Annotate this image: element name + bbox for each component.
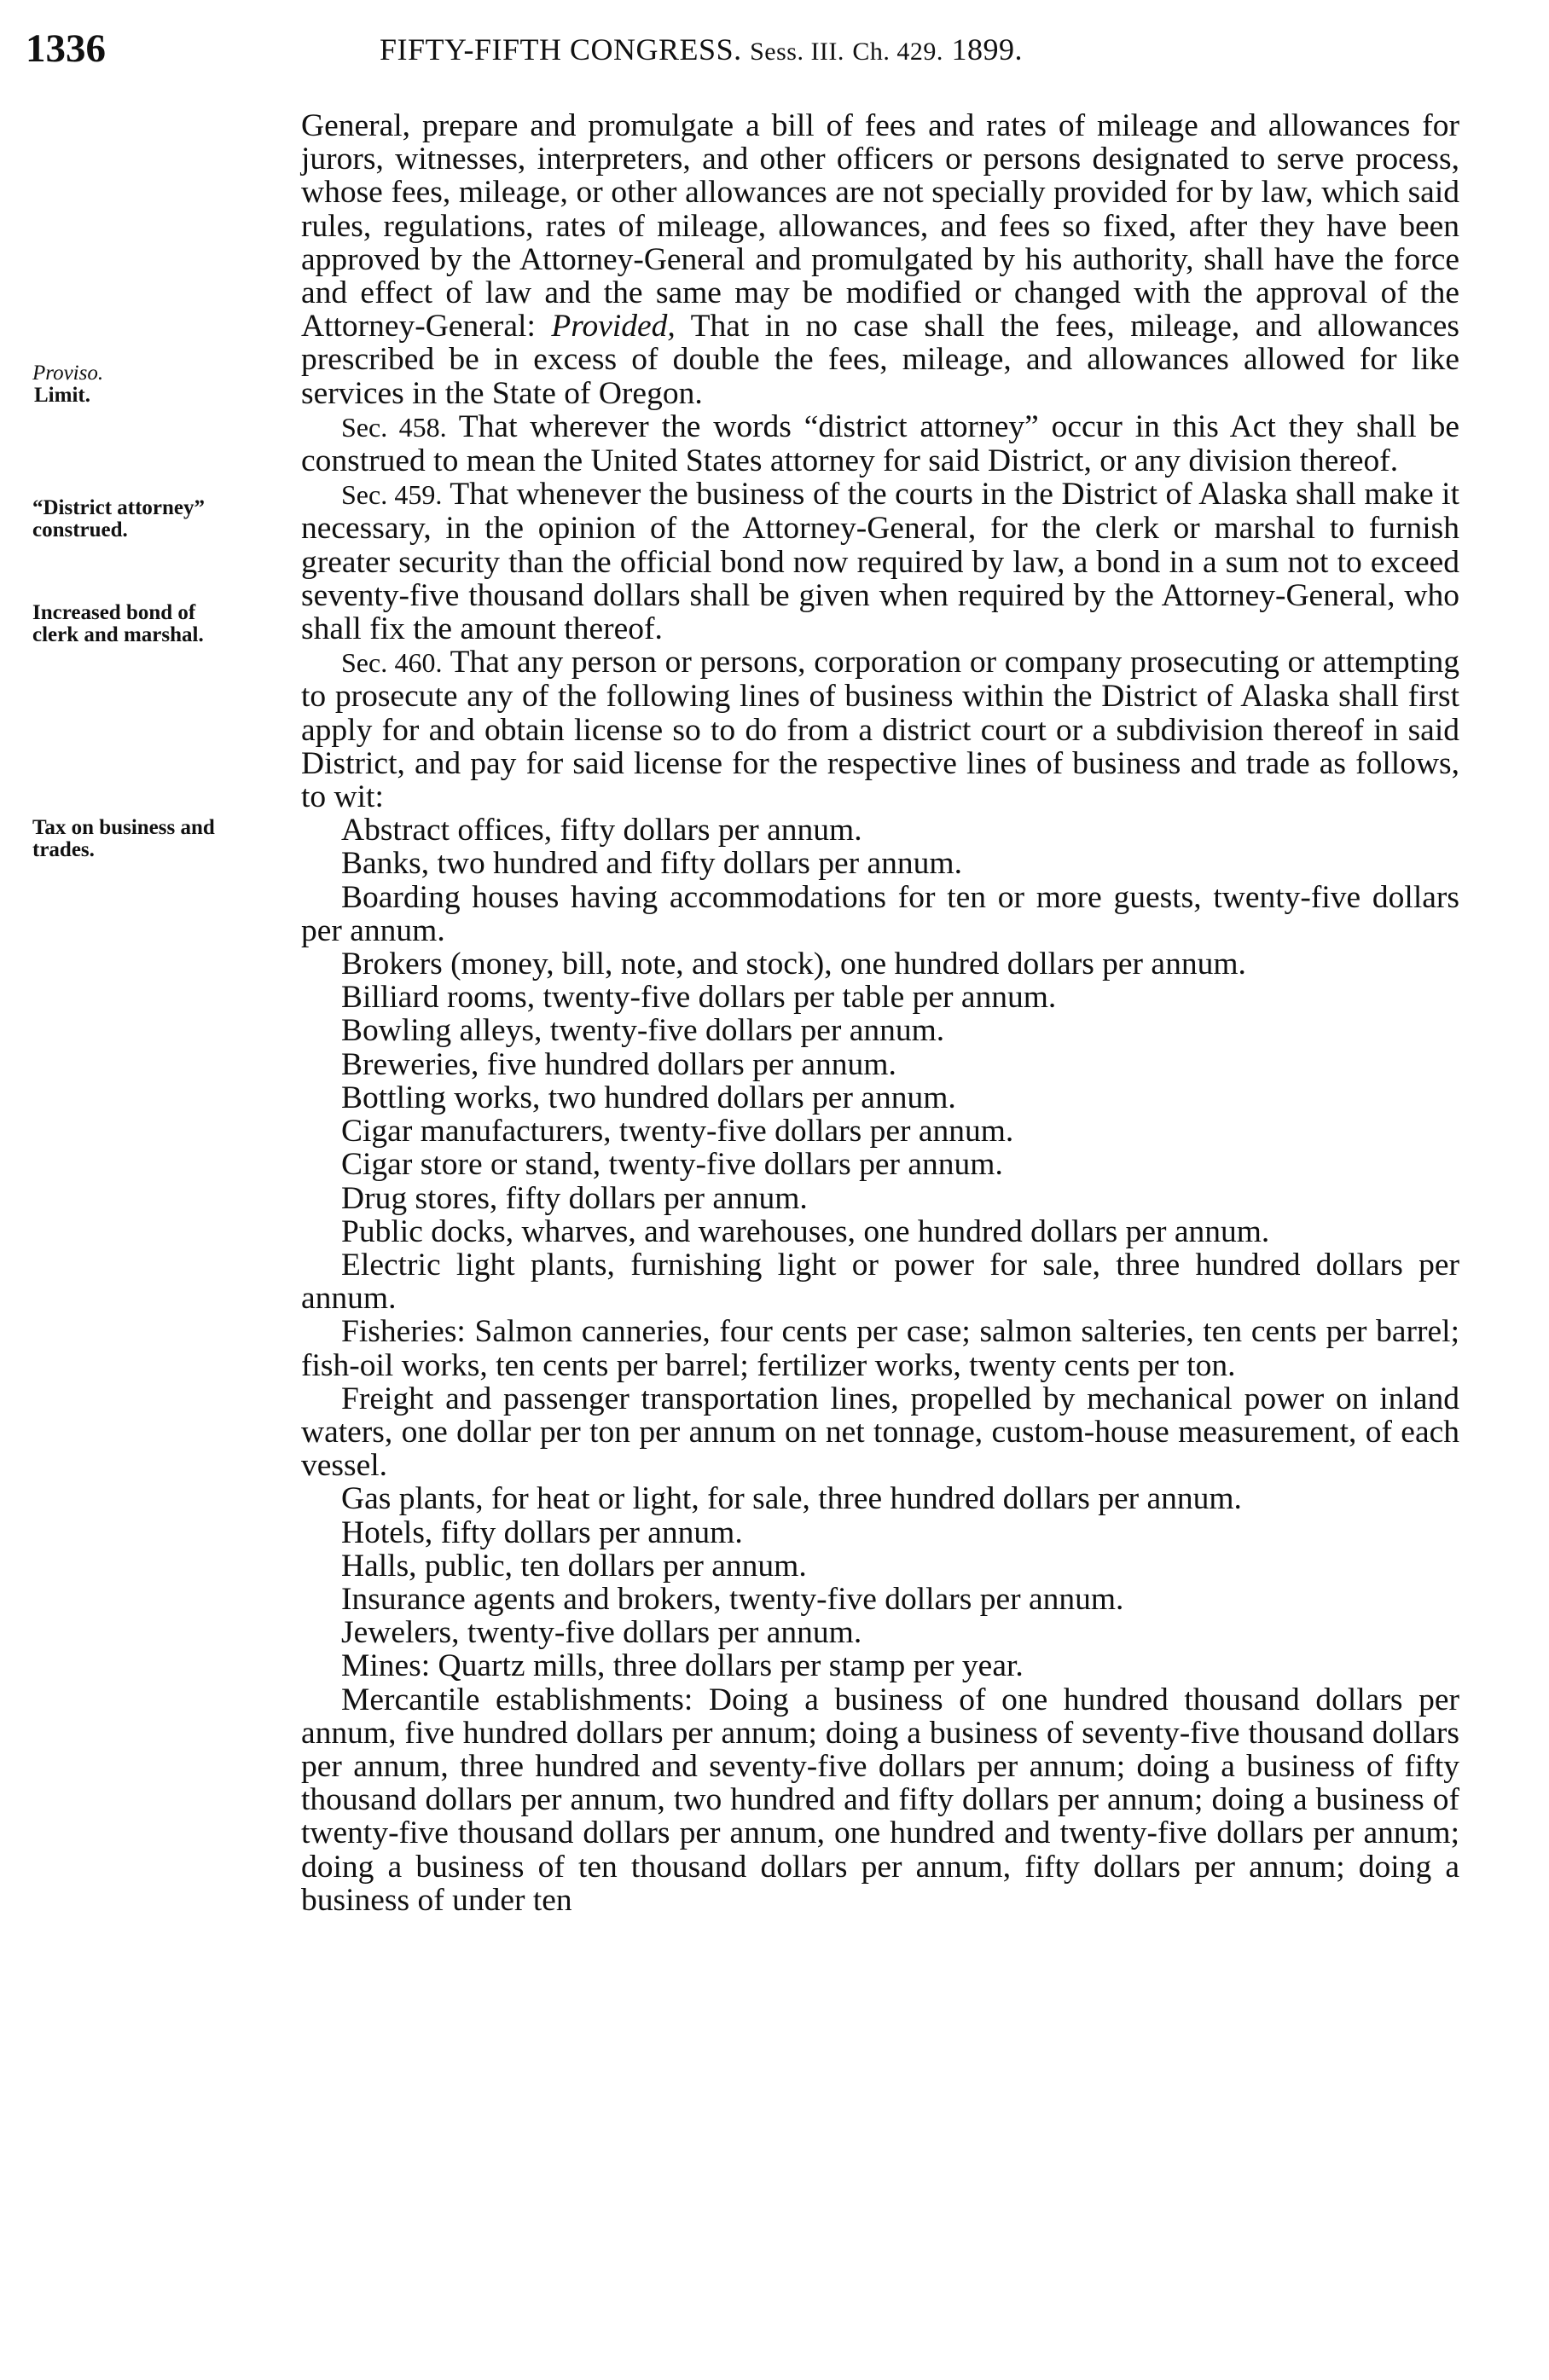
list-item: Gas plants, for heat or light, for sale, three hundred dollars per annum.	[341, 1481, 1242, 1517]
list-item: Drug stores, fifty dollars per annum.	[341, 1180, 808, 1216]
list-item: Electric light plants, furnishing light or power for sale, three hundred dollars per annum.	[301, 1247, 1459, 1317]
provided-label: Provided,	[551, 309, 676, 345]
list-item: Cigar store or stand, twenty-five dollars per annum.	[341, 1147, 1003, 1183]
margin-note-limit: Limit.	[34, 384, 90, 407]
paragraph-fees-rules	[301, 109, 1459, 410]
margin-note-tax-line1: Tax on business and	[32, 816, 215, 839]
list-item: Boarding houses having accommodations for ten or more guests, twenty-five dollars per annum.	[301, 879, 1459, 948]
running-head-space	[844, 32, 853, 67]
list-item: Jewelers, twenty-five dollars per annum.	[341, 1615, 862, 1651]
section-458	[301, 410, 1459, 478]
running-head-chapter: Ch. 429.	[852, 38, 943, 66]
margin-note-district-attorney	[32, 497, 305, 541]
list-item: Banks, two hundred and fifty dollars per annum.	[341, 846, 962, 882]
page-number: 1336	[26, 26, 106, 71]
list-item: Brokers (money, bill, note, and stock), one hundred dollars per annum.	[341, 947, 1246, 982]
margin-note-district-attorney-line2: construed.	[32, 518, 128, 541]
list-item: Hotels, fifty dollars per annum.	[341, 1514, 743, 1550]
margin-note-bond-line2: clerk and marshal.	[32, 623, 204, 646]
list-item: Cigar manufacturers, twenty-five dollars per annum.	[341, 1114, 1014, 1149]
list-item: Mines: Quartz mills, three dollars per stamp per year.	[341, 1648, 1024, 1684]
margin-note-bond	[32, 602, 305, 646]
list-item: Breweries, five hundred dollars per annum.	[341, 1046, 896, 1082]
margin-note-tax-line2: trades.	[32, 838, 95, 861]
statute-text	[301, 109, 1459, 1917]
list-item: Billiard rooms, twenty-five dollars per table per annum.	[341, 980, 1057, 1016]
list-item: Bottling works, two hundred dollars per annum.	[341, 1080, 956, 1115]
list-item: Fisheries: Salmon canneries, four cents per case; salmon salteries, ten cents per barrel; fish-oil works, ten cents per barrel; fertilizer works, twenty cents per ton.	[301, 1314, 1459, 1383]
page-header	[26, 26, 1525, 94]
list-item: Halls, public, ten dollars per annum.	[341, 1548, 807, 1584]
paragraph-fees-rules-text: General, prepare and promulgate a bill of fees and rates of mileage and allowances for jurors, witnesses, interpreters, and other officers or persons designated to serve process, whose fees, mileage, or other allowances are not specially provided for by law, which said rules, regulations, rates of mileage, allowances, and fees so fixed, after they have been approved by the Attorney-General and promulgated by his authority, shall have the force and effect of law and the same may be modified or changed with the approval of the Attorney-General:	[301, 108, 1459, 345]
section-458-label: Sec. 458.	[341, 411, 447, 443]
list-item: Mercantile establishments: Doing a business of one hundred thousand dollars per annum, five hundred dollars per annum; doing a business of seventy-five thousand dollars per annum, three hundred and seventy-five dollars per annum; doing a business of fifty thousand dollars per annum, two hundred and fifty dollars per annum; doing a business of twenty-five thousand dollars per annum, one hundred and twenty-five dollars per annum; doing a business of ten thousand dollars per annum, fifty dollars per annum; doing a business of under ten	[301, 1682, 1459, 1918]
section-458-text: That wherever the words “district attorney” occur in this Act they shall be construed to mean the United States attorney for said District, or any division thereof.	[301, 408, 1459, 479]
running-head-year: 1899.	[943, 32, 1023, 67]
section-459	[301, 478, 1459, 646]
section-460	[301, 646, 1459, 814]
running-head-congress: FIFTY-FIFTH CONGRESS.	[380, 32, 751, 67]
license-fee-list	[301, 814, 1459, 1917]
list-item: Freight and passenger transportation lines, propelled by mechanical power on inland waters, one dollar per ton per annum on net tonnage, custom-house measurement, of each vessel.	[301, 1381, 1459, 1484]
section-460-label: Sec. 460.	[341, 647, 443, 679]
margin-note-bond-line1: Increased bond of	[32, 601, 196, 624]
section-460-text: That any person or persons, corporation or company prosecuting or attempting to prosecute any of the following lines of business within the District of Alaska shall first apply for and obtain license so to do from a district court or a subdivision thereof in said District, and pay for said license for the respective lines of business and trade as follows, to wit:	[301, 645, 1460, 815]
margin-note-proviso-label: Proviso.	[32, 362, 104, 385]
section-459-text: That whenever the business of the courts in the District of Alaska shall make it necessary, in the opinion of the Attorney-General, for the clerk or marshal to furnish greater security than the official bond now required by law, a bond in a sum not to exceed seventy-five thousand dollars shall be given when required by the Attorney-General, who shall fix the amount thereof.	[301, 477, 1460, 647]
list-item: Insurance agents and brokers, twenty-five dollars per annum.	[341, 1581, 1124, 1617]
list-item: Public docks, wharves, and warehouses, one hundred dollars per annum.	[341, 1213, 1270, 1249]
list-item: Bowling alleys, twenty-five dollars per annum.	[341, 1013, 945, 1049]
paragraph-fees-proviso-text: That in no case shall the fees, mileage, and allowances prescribed be in excess of double the fees, mileage, and allowances allowed for like services in the State of Oregon.	[301, 309, 1459, 411]
running-head-session: Sess. III.	[750, 38, 844, 66]
margin-note-proviso	[32, 362, 305, 407]
margin-note-tax	[32, 817, 305, 861]
section-459-label: Sec. 459.	[341, 479, 443, 511]
running-head	[380, 32, 1023, 67]
margin-note-district-attorney-line1: “District attorney”	[32, 496, 206, 519]
list-item: Abstract offices, fifty dollars per annum.	[341, 813, 862, 848]
